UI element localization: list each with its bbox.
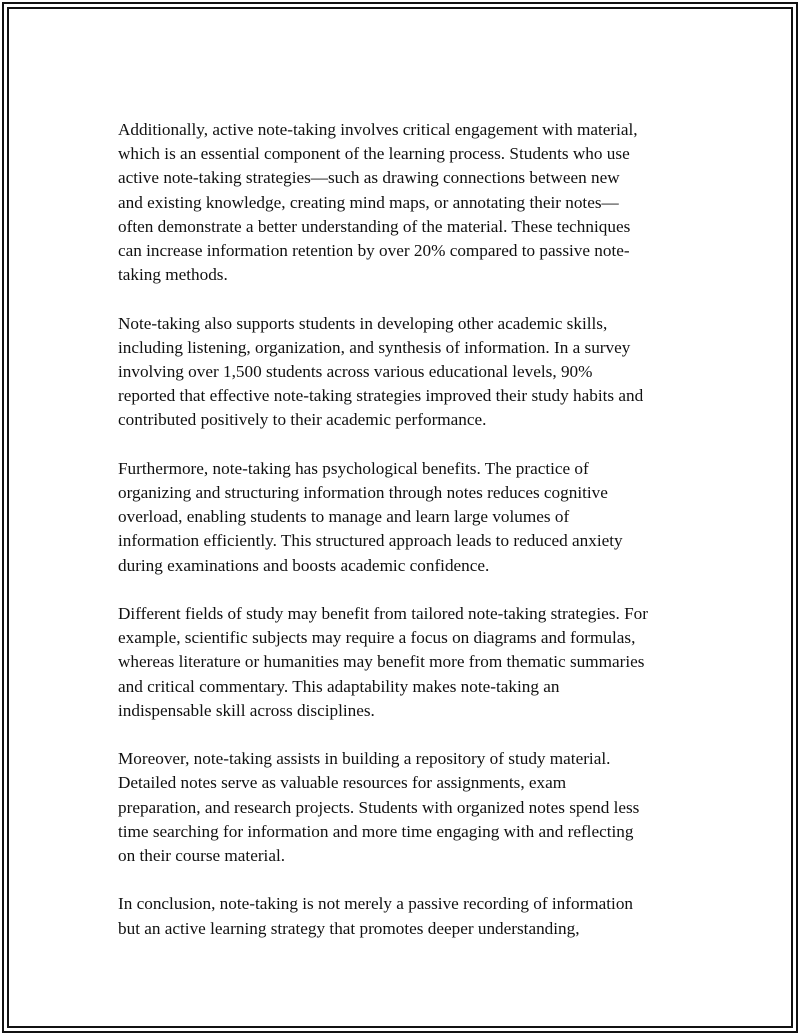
text-line: whereas literature or humanities may benefit more from thematic summaries [118,652,645,672]
text-line: overload, enabling students to manage and learn large volumes of [118,507,570,527]
body-text [118,118,693,965]
text-line: Different fields of study may benefit from tailored note-taking strategies. For [118,604,648,624]
text-line: taking methods. [118,265,228,285]
paragraph-fields-of-study [118,602,693,723]
text-line: and existing knowledge, creating mind maps, or annotating their notes— [118,192,619,212]
text-line: including listening, organization, and synthesis of information. In a survey [118,337,631,357]
text-line: organizing and structuring information through notes reduces cognitive [118,483,608,503]
text-line: time searching for information and more time engaging with and reflecting [118,821,634,841]
text-line: during examinations and boosts academic confidence. [118,555,490,575]
paragraph-active-note-taking [118,118,693,287]
text-line: preparation, and research projects. Students with organized notes spend less [118,797,640,817]
text-line: reported that effective note-taking strategies improved their study habits and [118,386,644,406]
text-line: often demonstrate a better understanding of the material. These techniques [118,216,631,236]
text-line: on their course material. [118,846,286,866]
text-line: involving over 1,500 students across various educational levels, 90% [118,362,593,382]
text-line: and critical commentary. This adaptability makes note-taking an [118,676,560,696]
text-line: can increase information retention by over 20% compared to passive note- [118,241,630,261]
text-line: but an active learning strategy that promotes deeper understanding, [118,918,580,938]
text-line: Note-taking also supports students in developing other academic skills, [118,313,608,333]
paragraph-academic-skills [118,312,693,433]
text-line: Additionally, active note-taking involves critical engagement with material, [118,120,638,139]
text-line: active note-taking strategies—such as drawing connections between new [118,168,620,188]
text-line: which is an essential component of the learning process. Students who use [118,144,630,164]
text-line: example, scientific subjects may require a focus on diagrams and formulas, [118,628,636,648]
text-line: In conclusion, note-taking is not merely a passive recording of information [118,894,634,914]
text-line: contributed positively to their academic performance. [118,410,487,430]
text-line: Moreover, note-taking assists in building a repository of study material. [118,749,611,769]
text-line: Detailed notes serve as valuable resources for assignments, exam [118,773,567,793]
paragraph-psychological-benefits [118,457,693,578]
text-line: Furthermore, note-taking has psychological benefits. The practice of [118,458,589,478]
text-line: information efficiently. This structured approach leads to reduced anxiety [118,531,623,551]
paragraph-repository [118,747,693,868]
paragraph-conclusion [118,892,693,940]
text-line: indispensable skill across disciplines. [118,700,375,720]
